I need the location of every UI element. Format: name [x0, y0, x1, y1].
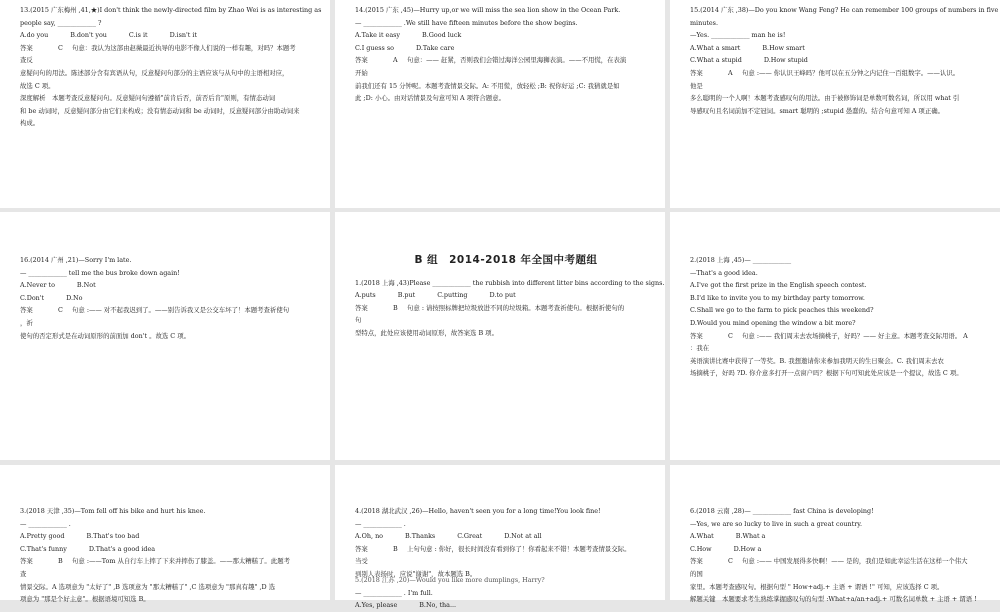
explanation-line: 句意 :—— 中国发展得多快啊！—— 是的，我们是如此幸运生活在这样一个伟大 [742, 557, 968, 566]
explanation-line: 查反 [20, 56, 33, 65]
option-b: B.How smart [762, 43, 805, 52]
option-d: D.Take care [415, 43, 455, 52]
explanation-line: 型特点，此处应该使用动词原形，故答案选 B 项。 [355, 328, 498, 337]
question-stem: 14.(2015 广东 ,45)—Hurry up,or we will miss the sea lion show in the Ocean Park. [355, 6, 621, 14]
overlapping-text [355, 568, 657, 584]
question-stem: 16.(2014 广州 ,21)—Sorry I'm late. [20, 256, 132, 264]
option-a: A.Yes, please [355, 601, 398, 610]
option-b: B.What a [735, 532, 766, 541]
explanation-line: 查 [20, 569, 27, 578]
document-page-4 [0, 212, 330, 460]
option-d: D.That's a good idea [88, 544, 156, 553]
explanation-line: 到别人表扬时，应说"谢谢"，故本题选 B。 [355, 569, 477, 578]
explanation-line: 意疑问句的用法。陈述部分含有宾语从句，反意疑问句部分的主语应该与从句中的主语相对应， [20, 68, 289, 77]
option-a: A.Never to [20, 281, 55, 290]
explanation-line: 句 [355, 316, 362, 325]
explanation-line: ，祈 [20, 318, 33, 327]
option-d: D.Would you mind opening the window a bit more? [690, 318, 856, 327]
explanation-line: 句意 :——Tom 从自行车上摔了下来并摔伤了膝盖。——那太糟糕了。此题考 [72, 557, 290, 566]
answer-row [690, 67, 992, 80]
answer-label: 答案 [20, 306, 33, 315]
explanation-line: 上句句意 : 你好，很长时间没有看到你了！你看起来不错！本题考查情景交际。 [407, 544, 631, 553]
answer-label: 答案 [355, 56, 368, 65]
explanation-line: 句意 :—— 你认识王峰吗？他可以在五分钟之内记住一百组数字。——认识。 [742, 68, 960, 77]
document-page-6 [670, 212, 1000, 460]
option-d: D.isn't it [169, 31, 197, 40]
explanation-line: 句意：—— 赶紧，否则我们会错过海洋公园里海狮表演。——不用慌，在表演 [407, 56, 627, 65]
options-row [355, 599, 657, 612]
explanation-line: 句意：我认为这部由赵薇最近执导的电影不像人们说的一样有趣，对吗？本题考 [72, 43, 296, 52]
question-stem: —Yes, we are so lucky to live in such a great country. [690, 519, 863, 528]
question-stem: — ____________ . I'm full. [355, 588, 433, 597]
option-b: B.Good luck [422, 31, 462, 40]
explanation-line: 开始 [355, 68, 368, 77]
explanation-line: 项意为 "那是个好主意"。根据语境可知选 B。 [20, 595, 150, 604]
answer-label: 答案 [20, 43, 33, 52]
option-c: C.What a stupid [690, 56, 742, 65]
option-a: A.Take it easy [355, 31, 401, 40]
explanation-line: 构成。 [20, 119, 40, 128]
option-d: D.Not at all [504, 532, 542, 541]
explanation-line: ：我在 [690, 344, 710, 353]
answer-value: C [728, 331, 733, 340]
answer-row [690, 555, 992, 568]
options-row [20, 279, 322, 292]
answer-value: B [58, 557, 63, 566]
options-row [20, 543, 322, 556]
explanation-line: 此 ;D: 小心。由对话情景及句意可知 A 项符合题意。 [355, 94, 505, 103]
options-row [355, 42, 657, 55]
document-page-3 [670, 0, 1000, 208]
option-c: C.How [690, 544, 712, 553]
question-stem: —That's a good idea. [690, 268, 758, 277]
answer-label: 答案 [355, 544, 368, 553]
option-c: C.Great [457, 532, 483, 541]
explanation-line: 和 be 动词时，反意疑问部分由它们来构成；没有情态动词和 be 动词时，反意疑问部分由助动词来 [20, 106, 300, 115]
explanation-line: 句意 :—— 我们周末去农场摘桃子，好吗？—— 好主意。本题考查交际用语。 A [742, 331, 968, 340]
document-page-9 [670, 465, 1000, 604]
answer-row [355, 54, 657, 67]
options-row [20, 29, 322, 42]
explanation-line: 当受 [355, 557, 368, 566]
explanation-line: 句意 : 请按照标牌把垃圾放进不同的垃圾箱。本题考查祈使句。根据祈使句的 [407, 303, 625, 312]
document-page-7 [0, 465, 330, 604]
option-c: C.Shall we go to the farm to pick peaches this weekend? [690, 306, 874, 315]
question-stem: minutes. [690, 18, 718, 27]
document-page-8 [335, 465, 665, 610]
explanation-line: 他是 [690, 81, 703, 90]
question-stem: 13.(2015 广东梅州 ,41,★)I don't think the newly-directed film by Zhao Wei is as interesting as [20, 6, 322, 14]
option-b: B.don't you [70, 31, 107, 40]
question-stem: — ____________ . [355, 519, 406, 528]
explanation-line: 导感叹句且名词前加不定冠词。smart 聪明的 ;stupid 愚蠢的。结合句意可知 A 项正确。 [690, 106, 944, 115]
explanation-line: 使句的否定形式是在动词原形的前面加 don't 。故选 C 项。 [20, 331, 190, 340]
answer-label: 答案 [355, 303, 368, 312]
option-a: A.What a smart [690, 43, 741, 52]
answer-value: C [58, 306, 63, 315]
question-stem: 15.(2014 广东 ,38)—Do you know Wang Feng? He can remember 100 groups of numbers in five [690, 6, 999, 14]
option-c: C.Don't [20, 293, 45, 302]
answer-value: C [728, 557, 733, 566]
document-page-1 [0, 0, 330, 208]
explanation-line: 家里。本题考查感叹句。根据句型 " How+adj.+ 主语 + 谓语 !" 可知，应该选择 C 项。 [690, 582, 944, 591]
explanation-line: 的国 [690, 569, 703, 578]
option-a: A.Pretty good [20, 532, 65, 541]
option-a: A.do you [20, 31, 49, 40]
option-b: B.No, tha... [419, 601, 457, 610]
option-b: B.Thanks [405, 532, 436, 541]
option-d: D.How a [733, 544, 762, 553]
answer-row [355, 302, 657, 315]
options-row [690, 543, 992, 556]
question-stem: people say, ____________ ? [20, 18, 102, 27]
explanation-line: 前我们还有 15 分钟呢。本题考查情景交际。A: 不用慌，放轻松 ;B: 祝你好运 ;C: 我猜就是如 [355, 81, 620, 90]
explanation-line: 句意 :—— 对不起我迟到了。——别告诉我又是公交车坏了！本题考查祈使句 [72, 306, 290, 315]
answer-row [20, 555, 322, 568]
option-d: D.to put [489, 291, 516, 300]
options-row [20, 292, 322, 305]
answer-value: A [393, 56, 398, 65]
explanation-line: 场摘桃子，好吗 ?D. 你介意多打开一点窗户吗？根据下句可知此处应该是一个提议，故选 C 项。 [690, 369, 963, 378]
question-stem: 5.(2018 江苏 ,20)—Would you like more dumplings, Harry? [355, 575, 545, 584]
option-b: B.I'd like to invite you to my birthday party tomorrow. [690, 293, 865, 302]
option-a: A.Oh, no [355, 532, 384, 541]
option-b: B.put [397, 291, 416, 300]
explanation-line: 解题关键 本题要求考生熟练掌握感叹句的句型 :What+a/an+adj.+ 可数名词单数 + 主语 + 谓语 ! [690, 595, 977, 604]
question-stem: —Yes. ____________ man he is! [690, 31, 786, 40]
answer-row [20, 42, 322, 55]
option-d: D.How stupid [763, 56, 808, 65]
explanation-line: 故选 C 项。 [20, 81, 55, 90]
option-b: B.Not [76, 281, 96, 290]
section-title: B 组 2014-2018 年全国中考题组 [414, 254, 598, 266]
explanation-line: 情景交际。A 选项意为 "太好了" ,B 选项意为 "那太糟糕了" ,C 选项意为 "那真有趣" ,D 选 [20, 582, 276, 591]
options-row [355, 29, 657, 42]
option-c: C.is it [128, 31, 148, 40]
option-c: C.That's funny [20, 544, 67, 553]
answer-label: 答案 [20, 557, 33, 566]
option-d: D.No [66, 293, 83, 302]
explanation-line: 深度解析 本题考查反意疑问句。反意疑问句遵循"前肯后否，前否后肯"原则，有情态动词 [20, 94, 276, 103]
option-a: A.What [690, 532, 714, 541]
question-stem: — ____________ tell me the bus broke down again! [20, 268, 180, 277]
answer-value: A [728, 68, 733, 77]
document-page-2 [335, 0, 665, 208]
options-row [355, 289, 657, 302]
options-row [690, 42, 992, 55]
question-stem: — ____________ . [20, 519, 71, 528]
options-row [690, 530, 992, 543]
option-a: A.I've got the first prize in the English speech contest. [690, 281, 867, 290]
answer-row [690, 330, 992, 343]
question-stem: 2.(2018 上海 ,45)— ____________ [690, 256, 792, 264]
options-row [690, 54, 992, 67]
option-b: B.That's too bad [86, 532, 140, 541]
question-stem: 6.(2018 云南 ,28)— ____________ fast China is developing! [690, 507, 874, 515]
answer-row [20, 304, 322, 317]
explanation-line: 多么聪明的一个人啊！本题考查感叹句的用法。由于被修饰词是单数可数名词，所以用 what 引 [690, 94, 960, 103]
answer-label: 答案 [690, 68, 703, 77]
question-stem: — ____________ .We still have fifteen minutes before the show begins. [355, 18, 578, 27]
document-page-5 [335, 212, 665, 460]
option-c: C.I guess so [355, 43, 394, 52]
explanation-line: 英语演讲比赛中获得了一等奖。B. 我想邀请你来参加我明天的生日聚会。C. 我们周末去农 [690, 356, 944, 365]
answer-value: B [393, 544, 398, 553]
options-row [20, 530, 322, 543]
answer-label: 答案 [690, 557, 703, 566]
option-c: C.putting [437, 291, 468, 300]
answer-row [355, 543, 657, 556]
options-row [355, 530, 657, 543]
answer-value: C [58, 43, 63, 52]
question-stem: 4.(2018 湖北武汉 ,26)—Hello, haven't seen you for a long time!You look fine! [355, 507, 601, 515]
answer-value: B [393, 303, 398, 312]
option-a: A.puts [355, 291, 376, 300]
question-stem: 3.(2018 天津 ,35)—Tom fell off his bike and hurt his knee. [20, 507, 206, 515]
answer-label: 答案 [690, 331, 703, 340]
question-stem: 1.(2018 上海 ,43)Please ____________ the rubbish into different litter bins according to the signs. [355, 278, 665, 287]
